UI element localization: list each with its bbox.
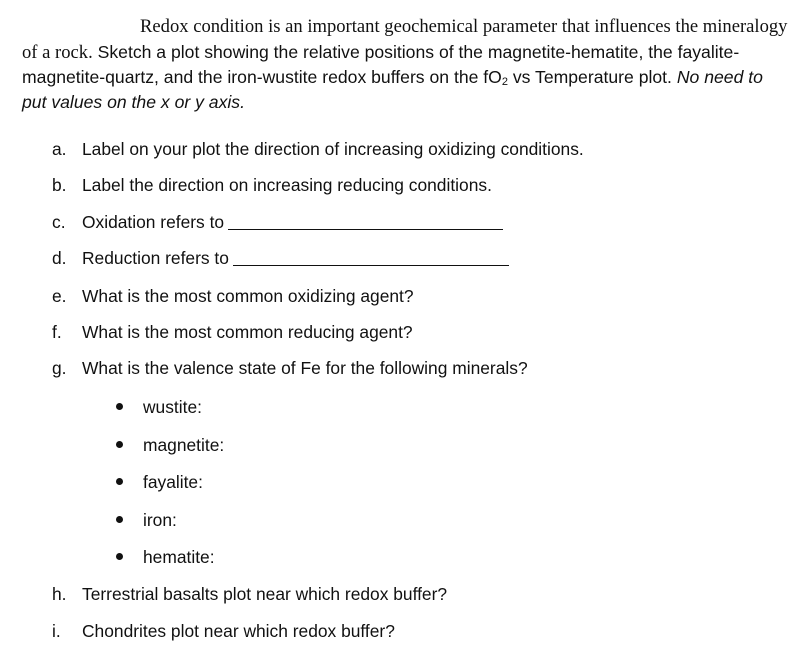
question-d [52,247,509,269]
question-text: What is the valence state of Fe for the following minerals? [82,358,528,378]
question-text: Terrestrial basalts plot near which redox buffer? [82,584,448,604]
mineral-item-wustite [116,396,202,418]
question-text: Label the direction on increasing reducing conditions. [82,175,492,195]
question-f [52,321,413,343]
italic-note: No need to put values on the x or y axis. [22,67,763,112]
mineral-item-hematite [116,546,215,568]
mineral-label: wustite: [143,397,202,417]
answer-blank-line [228,228,503,230]
intro-paragraph [22,14,792,114]
question-e [52,285,414,307]
question-text: What is the most common reducing agent? [82,322,413,342]
question-letter: c. [52,212,66,232]
question-i [52,620,395,642]
question-h [52,583,447,605]
question-letter: d. [52,248,67,268]
subscript-2: 2 [501,76,508,88]
intro-sentence-3: vs Temperature plot. [507,67,677,87]
question-g [52,357,528,379]
question-c [52,211,503,233]
mineral-item-iron [116,509,177,531]
bullet-icon [116,441,123,448]
question-a [52,138,584,160]
question-letter: f. [52,322,62,342]
question-text: Label on your plot the direction of increasing oxidizing conditions. [82,139,584,159]
bullet-icon [116,516,123,523]
intro-sentence-2: Sketch a plot showing the relative positions of the magnetite-hematite, the fayalite-magnetite-quartz, and the iron-wustite redox buffers on the fO [22,41,740,87]
question-letter: i. [52,621,61,641]
answer-blank-line [233,264,509,266]
mineral-label: magnetite: [143,435,225,455]
question-b [52,174,492,196]
question-text: Oxidation refers to [82,212,225,232]
question-letter: b. [52,175,67,195]
mineral-label: fayalite: [143,472,203,492]
mineral-label: iron: [143,510,177,530]
question-text: Reduction refers to [82,248,229,268]
mineral-item-fayalite [116,471,203,493]
mineral-item-magnetite [116,434,224,456]
question-text: Chondrites plot near which redox buffer? [82,621,395,641]
bullet-icon [116,478,123,485]
question-letter: h. [52,584,67,604]
bullet-icon [116,403,123,410]
intro-sentence-1: Redox condition is an important geochemical parameter that influences the mineralogy of a rock. [22,16,788,63]
question-letter: a. [52,139,67,159]
question-text: What is the most common oxidizing agent? [82,286,414,306]
mineral-label: hematite: [143,547,215,567]
question-letter: g. [52,358,67,378]
question-letter: e. [52,286,67,306]
bullet-icon [116,553,123,560]
